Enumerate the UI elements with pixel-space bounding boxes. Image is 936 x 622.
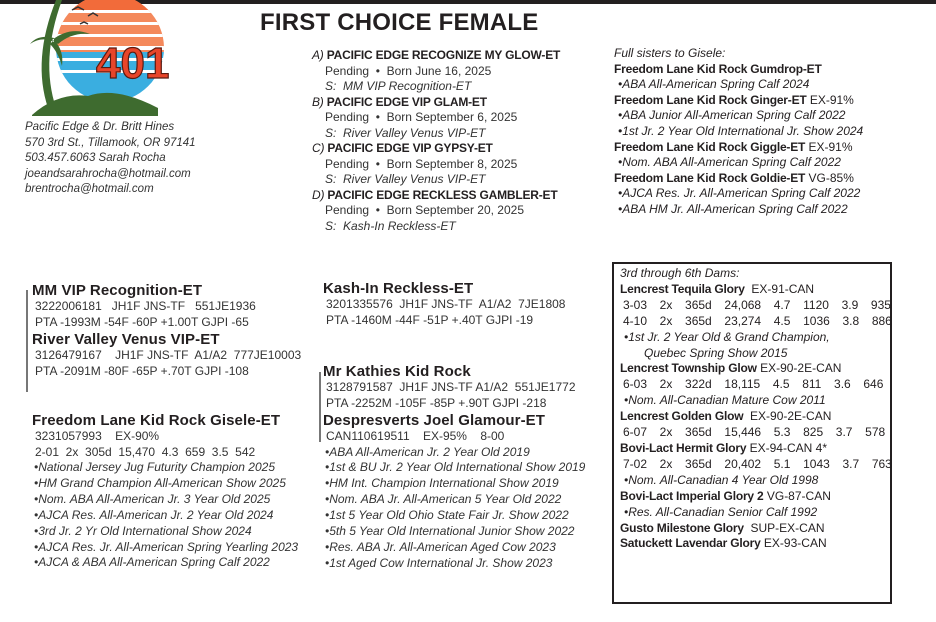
dam	[32, 412, 298, 571]
dam-entry-name: Lencrest Golden Glow EX-90-2E-CAN	[620, 409, 832, 424]
full-sisters	[614, 46, 863, 218]
choice-sire: S: River Valley Venus VIP-ET	[325, 125, 486, 140]
choice-status: Pending • Born September 6, 2025	[325, 110, 518, 124]
choice-entry	[312, 48, 560, 95]
granddam-id: CAN110619511 EX-95% 8-00	[326, 429, 505, 443]
dam-sire	[323, 363, 576, 411]
granddam-name: Despresverts Joel Glamour-ET	[323, 412, 546, 429]
pedigree-bracket	[26, 290, 28, 392]
contact-email[interactable]: joeandsarahrocha@hotmail.com	[25, 167, 191, 180]
sire-d-name: Kash-In Reckless-ET	[323, 280, 474, 297]
dam-award: •AJCA & ABA All-American Spring Calf 2022	[34, 555, 270, 570]
choice-entry	[312, 141, 560, 188]
choice-name: PACIFIC EDGE RECKLESS GAMBLER-ET	[327, 187, 558, 202]
sister-name: Freedom Lane Kid Rock Gumdrop-ET	[614, 61, 822, 76]
sire-b	[32, 331, 301, 379]
sire-b-id: 3126479167 JH1F JNS-TF A1/A2 777JE10003	[35, 348, 302, 362]
granddam-award: •1st Aged Cow International Jr. Show 2023	[325, 555, 553, 570]
dam-award: •AJCA Res. Jr. All-American Spring Yearling 2023	[34, 539, 299, 554]
sister-award: •AJCA Res. Jr. All-American Spring Calf 2022	[618, 186, 861, 201]
granddam	[323, 412, 585, 572]
choice-name: PACIFIC EDGE VIP GYPSY-ET	[327, 141, 493, 155]
choice-name: PACIFIC EDGE RECOGNIZE MY GLOW-ET	[326, 48, 561, 62]
dam-award: •Res. All-Canadian Senior Calf 1992	[624, 504, 818, 519]
sister-award: •ABA All-American Spring Calf 2024	[618, 77, 810, 92]
sister-name: Freedom Lane Kid Rock Ginger-ET EX-91%	[614, 92, 854, 107]
choice-sire: S: River Valley Venus VIP-ET	[325, 172, 486, 186]
choice-status: Pending • Born September 20, 2025	[325, 203, 525, 217]
dam-name: Freedom Lane Kid Rock Gisele-ET	[32, 412, 281, 429]
dams-heading: 3rd through 6th Dams:	[620, 266, 740, 280]
choice-letter: C)	[312, 141, 325, 155]
choice-sire: S: MM VIP Recognition-ET	[325, 79, 472, 93]
dam-award: •HM Grand Champion All-American Show 2025	[34, 475, 286, 490]
granddam-award: •ABA All-American Jr. 2 Year Old 2019	[325, 444, 530, 459]
dam-entry-name: Lencrest Township Glow EX-90-2E-CAN	[620, 361, 842, 376]
dam-award: •Nom. All-Canadian Mature Cow 2011	[624, 393, 826, 408]
pedigree-bracket	[319, 372, 321, 442]
choice-letter: B)	[312, 94, 324, 109]
dam-entry-name: Lencrest Tequila Glory EX-91-CAN	[620, 281, 815, 296]
choice-name: PACIFIC EDGE VIP GLAM-ET	[326, 94, 487, 109]
dam-award: •AJCA Res. All-American Jr. 2 Year Old 2024	[34, 507, 274, 522]
sister-award: •1st Jr. 2 Year Old International Jr. Show 2024	[618, 123, 864, 138]
farm-logo	[18, 0, 178, 118]
dam-award: •National Jersey Jug Futurity Champion 2025	[34, 460, 275, 474]
sire-a	[32, 282, 256, 330]
choice-sire: S: Kash-In Reckless-ET	[325, 218, 456, 233]
dam-record: 3-03 2x 365d 24,068 4.7 1120 3.9 935	[623, 297, 891, 312]
sister-name: Freedom Lane Kid Rock Goldie-ET VG-85%	[614, 170, 854, 185]
sire-b-pta: PTA -2091M -80F -65P +.70T GJPI -108	[35, 363, 249, 378]
sister-award: •ABA HM Jr. All-American Spring Calf 2022	[618, 201, 848, 216]
logo-text: 401	[96, 39, 170, 88]
contact-info	[25, 120, 196, 198]
dam-entry-name: Gusto Milestone Glory SUP-EX-CAN	[620, 520, 825, 535]
contact-phone: 503.457.6063 Sarah Rocha	[25, 152, 166, 164]
granddam-award: •1st 5 Year Old Ohio State Fair Jr. Show 2022	[325, 508, 569, 523]
choice-entry	[312, 95, 560, 142]
dam-record: 4-10 2x 365d 23,274 4.5 1036 3.8 886	[623, 313, 892, 328]
sire-d-id: 3201335576 JH1F JNS-TF A1/A2 7JE1808	[326, 297, 566, 311]
sire-d	[323, 280, 565, 328]
dam-award: Quebec Spring Show 2015	[634, 345, 788, 360]
dam-entry-name: Satuckett Lavendar Glory EX-93-CAN	[620, 536, 827, 551]
granddam-award: •Nom. ABA Jr. All-American 5 Year Old 2022	[325, 492, 562, 507]
choice-letter: A)	[312, 48, 324, 62]
dam-award: •3rd Jr. 2 Yr Old International Show 2024	[34, 523, 252, 538]
granddam-award: •HM Int. Champion International Show 2019	[325, 476, 559, 491]
choice-letter: D)	[312, 187, 325, 202]
choice-entry	[312, 188, 560, 235]
dam-sire-name: Mr Kathies Kid Rock	[323, 363, 471, 380]
dam-award: •Nom. All-Canadian 4 Year Old 1998	[624, 472, 819, 487]
granddam-award: •1st & BU Jr. 2 Year Old International Show 2019	[325, 460, 586, 475]
dam-record: 6-07 2x 365d 15,446 5.3 825 3.7 578	[623, 425, 886, 440]
choice-status: Pending • Born September 8, 2025	[325, 156, 518, 171]
dams-list	[620, 266, 892, 552]
choice-status: Pending • Born June 16, 2025	[325, 63, 492, 78]
contact-email-2[interactable]: brentrocha@hotmail.com	[25, 183, 154, 195]
granddam-award: •5th 5 Year Old International Junior Show 2022	[325, 524, 575, 539]
dam-entry-name: Bovi-Lact Imperial Glory 2 VG-87-CAN	[620, 488, 831, 503]
sisters-heading: Full sisters to Gisele:	[614, 46, 726, 60]
dam-record: 6-03 2x 322d 18,115 4.5 811 3.6 646	[623, 377, 884, 392]
dam-record: 7-02 2x 365d 20,402 5.1 1043 3.7 763	[623, 456, 892, 471]
sister-award: •ABA Junior All-American Spring Calf 2022	[618, 108, 846, 123]
sire-b-name: River Valley Venus VIP-ET	[32, 331, 220, 348]
dam-record: 2-01 2x 305d 15,470 4.3 659 3.5 542	[35, 444, 256, 459]
dam-award: •Nom. ABA All-American Jr. 3 Year Old 2025	[34, 491, 271, 506]
contact-farm: Pacific Edge & Dr. Britt Hines	[25, 121, 175, 133]
dam-entry-name: Bovi-Lact Hermit Glory EX-94-CAN 4*	[620, 440, 827, 455]
dam-award: •1st Jr. 2 Year Old & Grand Champion,	[624, 329, 830, 344]
sire-a-pta: PTA -1993M -54F -60P +1.00T GJPI -65	[35, 314, 249, 329]
dam-sire-pta: PTA -2252M -105F -85P +.90T GJPI -218	[326, 395, 547, 410]
dam-sire-id: 3128791587 JH1F JNS-TF A1/A2 551JE1772	[326, 380, 576, 394]
sire-a-name: MM VIP Recognition-ET	[32, 282, 203, 299]
sire-a-id: 3222006181 JH1F JNS-TF 551JE1936	[35, 299, 256, 313]
sister-name: Freedom Lane Kid Rock Giggle-ET EX-91%	[614, 139, 853, 154]
choice-list	[312, 48, 560, 234]
sire-d-pta: PTA -1460M -44F -51P +.40T GJPI -19	[326, 312, 534, 327]
granddam-award: •Res. ABA Jr. All-American Aged Cow 2023	[325, 539, 556, 554]
dam-id: 3231057993 EX-90%	[35, 429, 160, 443]
page-title: FIRST CHOICE FEMALE	[260, 9, 539, 36]
sister-award: •Nom. ABA All-American Spring Calf 2022	[618, 155, 841, 170]
contact-address: 570 3rd St., Tillamook, OR 97141	[25, 136, 196, 149]
